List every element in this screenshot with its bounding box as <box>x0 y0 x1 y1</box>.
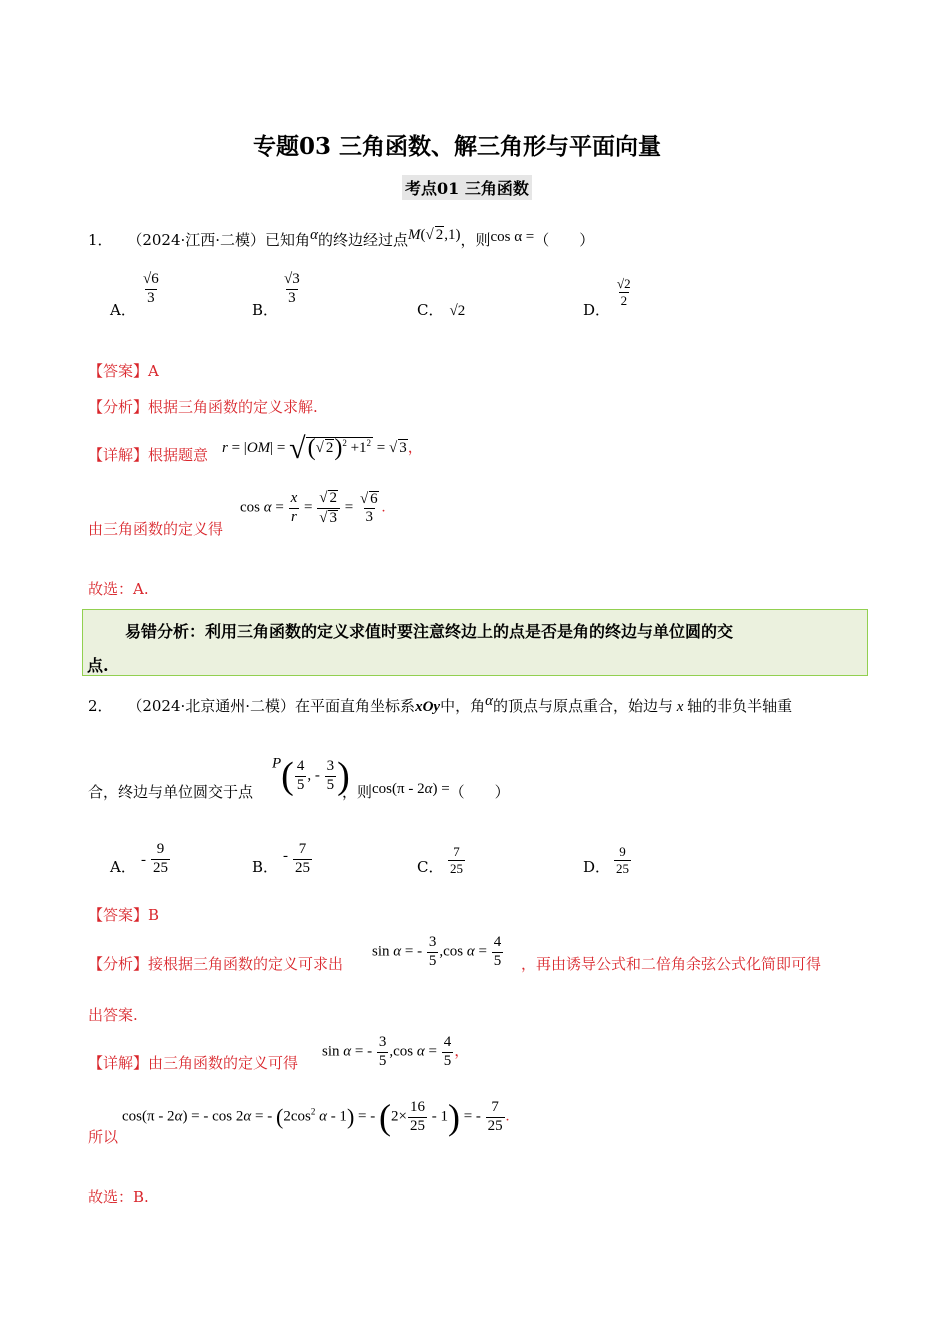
q2-number: 2． <box>88 697 113 715</box>
q2-analysis-c: 出答案. <box>88 1006 138 1024</box>
q2-stem-line2b: ，则cos(π - 2α) =（ ） <box>342 781 510 801</box>
q1-option-b-frac: $\frac{√3}{3}$ <box>284 271 300 306</box>
q1-tip-line2: 点. <box>87 656 109 675</box>
q2-detail-formula: sin α = - $\frac{3}{5}$ ,cos α = $\frac{4}{5}$ ， <box>322 1034 470 1069</box>
q1-stem-after: ，则 <box>460 231 491 249</box>
q1-choose: 故选：A. <box>88 580 149 598</box>
q1-alpha: α <box>310 227 318 243</box>
section-subtitle: 考点01 三角函数 <box>402 175 532 200</box>
q2-option-c-frac: $\frac{7}{25}$ <box>450 844 463 876</box>
q1-tip-box <box>82 609 868 676</box>
q2-point-p: P( $\frac{4}{5}$ , - $\frac{3}{5}$ ) <box>272 755 350 797</box>
q2-option-d-frac: $\frac{9}{25}$ <box>616 844 629 876</box>
q2-analysis: 【分析】接根据三角函数的定义可求出 <box>88 955 344 973</box>
q1-answer: 【答案】A <box>88 362 159 380</box>
q1-cos-expr: cos α = <box>490 229 535 245</box>
q1-source: （2024·江西·二模） <box>127 231 266 249</box>
q2-detail: 【详解】由三角函数的定义可得 <box>88 1054 299 1072</box>
q2-so: 所以 <box>88 1128 119 1146</box>
q1-detail-formula: r = |OM| = √(√ $2)^2 +1^2$ = √ 3， <box>222 432 423 466</box>
q2-source: （2024·北京通州·二模） <box>127 697 296 715</box>
q2-answer: 【答案】B <box>88 906 160 924</box>
q1-stem-before: 已知角 <box>265 231 311 249</box>
q2-xoy: xOy <box>415 699 441 715</box>
q1-option-a-frac: $\frac{√6}{3}$ <box>143 271 159 306</box>
q2-stem-line2: 合，终边与单位圆交于点 <box>88 783 254 801</box>
q2-analysis-b: ，再由诱导公式和二倍角余弦公式化简即可得 <box>521 955 822 973</box>
q1-stem-mid: 的终边经过点 <box>317 231 408 249</box>
q2-option-a-frac: $\frac{9}{25}$ <box>153 841 168 876</box>
page-title: 专题03 三角函数、解三角形与平面向量 <box>253 133 662 160</box>
q1-detail: 【详解】根据题意 <box>88 446 209 464</box>
q1-paren: （ ） <box>534 231 595 249</box>
q1-option-c[interactable]: C． √2 <box>417 301 466 319</box>
q1-option-d-frac: $\frac{√2}{2}$ <box>617 276 631 308</box>
q2-so-formula: cos(π - 2α) = - cos 2α = - ($2\cos^2$ α - 1) = - (2× $\frac{16}{25}$ - 1) = - $\frac{7}{25}$ . <box>122 1097 510 1137</box>
q2-option-b-frac: $\frac{7}{25}$ <box>295 841 310 876</box>
q2-cos-expr: cos(π - 2α) = <box>372 781 450 797</box>
q1-option-c-value: √2 <box>449 303 466 319</box>
q1-detail2: 由三角函数的定义得 <box>88 520 224 538</box>
q1-tip-line1: 易错分析：利用三角函数的定义求值时要注意终边上的点是否是角的终边与单位圆的交 <box>125 622 734 641</box>
q2-stem-line1: 2． （2024·北京通州·二模）在平面直角坐标系xOy中，角α的顶点与原点重合，始边与 x 轴的非负半轴重 <box>88 693 793 715</box>
q2-analysis-formula: sin α = - $\frac{3}{5}$ ,cos α = $\frac{4}{5}$ <box>372 934 502 969</box>
q1-number: 1． <box>88 231 113 249</box>
q1-stem <box>88 226 594 250</box>
q1-analysis: 【分析】根据三角函数的定义求解. <box>88 398 318 416</box>
q1-detail2-formula: cos α = $\frac{x}{r}$ = √ 2 √ 3 = √ $\frac{6}{3}$ . <box>240 490 385 527</box>
q2-choose: 故选：B. <box>88 1188 149 1206</box>
q1-point-m: M(√ 2,1) <box>408 227 460 243</box>
